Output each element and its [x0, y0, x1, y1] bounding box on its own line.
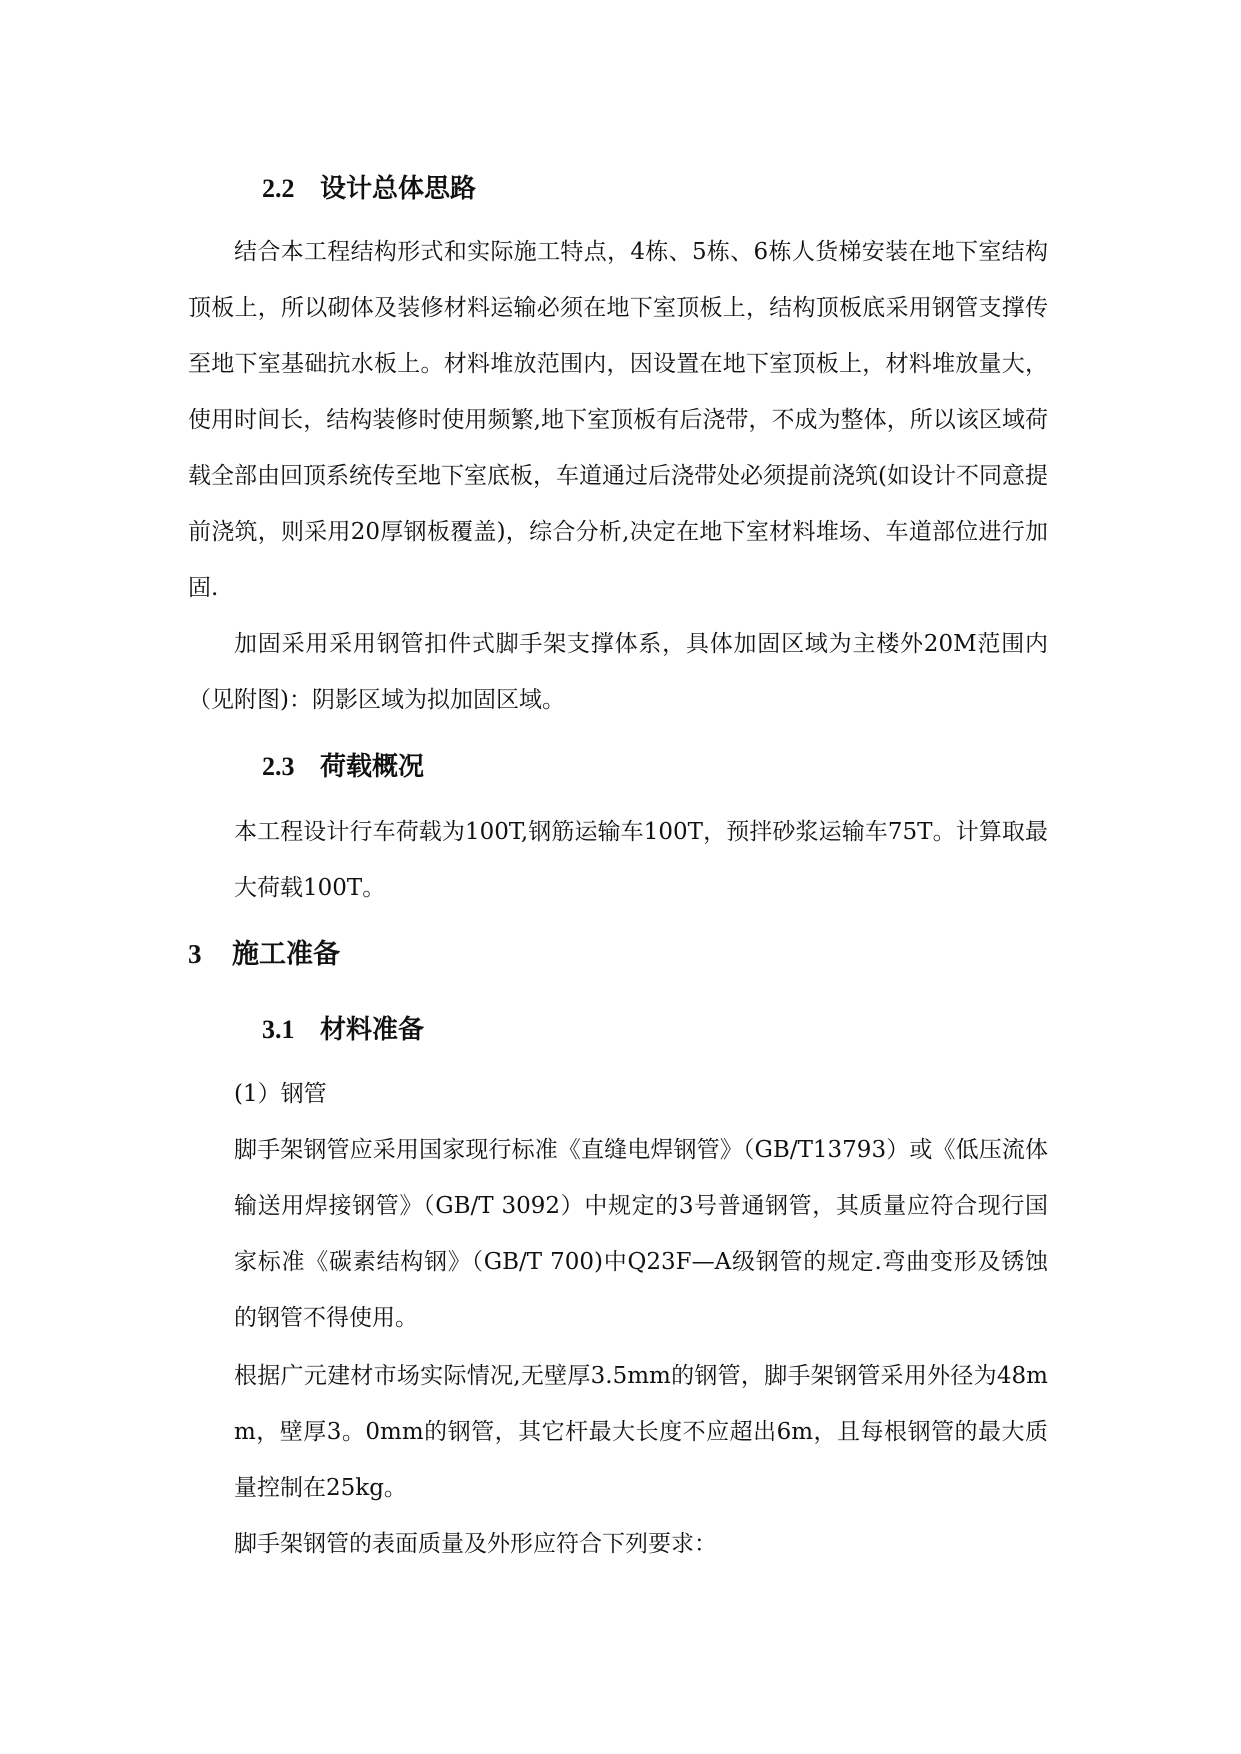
section-3-1-heading	[262, 1013, 424, 1047]
section-3-1-paragraph-2: 根据广元建材市场实际情况,无壁厚3.5mm的钢管，脚手架钢管采用外径为48mm，壁厚3。0mm的钢管，其它杆最大长度不应超出6m，且每根钢管的最大质量控制在25kg。	[234, 1363, 1048, 1501]
section-2-3-title: 荷载概况	[320, 752, 425, 782]
section-3-heading	[188, 936, 340, 973]
section-2-3-number: 2.3	[262, 752, 295, 781]
section-2-2-number: 2.2	[262, 174, 295, 203]
section-2-2-paragraph-1: 结合本工程结构形式和实际施工特点，4栋、5栋、6栋人货梯安装在地下室结构顶板上，所以砌体及装修材料运输必须在地下室顶板上，结构顶板底采用钢管支撑传至地下室基础抗水板上。材料堆放范围内，因设置在地下室顶板上，材料堆放量大，使用时间长，结构装修时使用频繁,地下室顶板有后浇带，不成为整体，所以该区域荷载全部由回顶系统传至地下室底板，车道通过后浇带处必须提前浇筑(如设计不同意提前浇筑，则采用20厚钢板覆盖)，综合分析,决定在地下室材料堆场、车道部位进行加固.	[188, 239, 1048, 601]
section-2-3-heading	[262, 750, 424, 784]
section-2-2-title: 设计总体思路	[320, 174, 477, 204]
section-2-2-heading	[262, 172, 476, 206]
item-label-steel-pipe: (1）钢管	[234, 1081, 327, 1107]
section-3-1-number: 3.1	[262, 1015, 295, 1044]
section-3-1-paragraph-3: 脚手架钢管的表面质量及外形应符合下列要求：	[234, 1531, 717, 1557]
section-2-2-paragraph-2: 加固采用采用钢管扣件式脚手架支撑体系，具体加固区域为主楼外20M范围内（见附图)：阴影区域为拟加固区域。	[188, 631, 1048, 713]
section-3-1-title: 材料准备	[320, 1015, 425, 1045]
section-3-1-paragraph-1: 脚手架钢管应采用国家现行标准《直缝电焊钢管》（GB/T13793）或《低压流体输送用焊接钢管》（GB/T 3092）中规定的3号普通钢管，其质量应符合现行国家标准《碳素结构钢》（GB/T 700)中Q23F—A级钢管的规定.弯曲变形及锈蚀的钢管不得使用。	[234, 1137, 1048, 1331]
section-3-number: 3	[188, 939, 202, 969]
section-2-3-paragraph: 本工程设计行车荷载为100T,钢筋运输车100T，预拌砂浆运输车75T。计算取最大荷载100T。	[234, 819, 1048, 901]
section-3-title: 施工准备	[232, 939, 340, 970]
